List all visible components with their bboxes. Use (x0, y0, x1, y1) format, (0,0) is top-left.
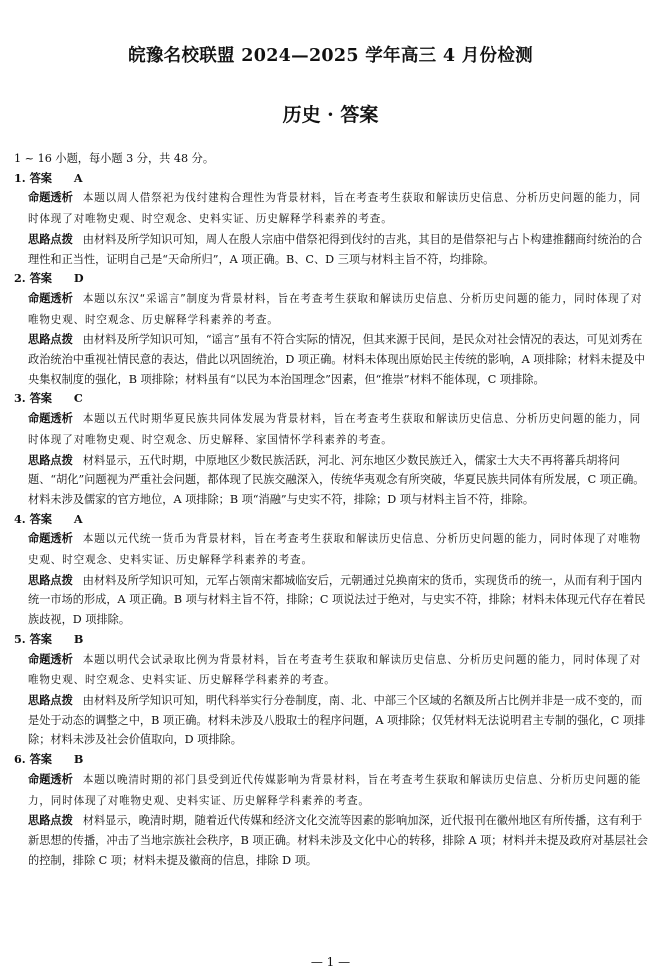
hint-text: 由材料及所学知识可知，元军占领南宋都城临安后，元朝通过兑换南宋的货币，实现货币的统一，从而有利于国内统一市场的形成，A 项正确。B 项与材料主旨不符，排除；C 项说法过于绝对，与史实不符，排除；材料未体现元代存在着民族歧视，D 项排除。 (28, 573, 646, 627)
question-header (14, 269, 650, 289)
answer-label: 答案 (29, 631, 52, 646)
hint-text: 材料显示，晚清时期，随着近代传媒和经济文化交流等因素的影响加深，近代报刊在徽州地区有所传播，这有利于新思想的传播，冲击了当地宗族社会秩序，B 项正确。材料未涉及文化中心的转移，排除 A 项；材料并未提及政府对基层社会的控制，排除 C 项；材料未提及徽商的信息，排除 D 项。 (28, 814, 648, 867)
question-hint (28, 811, 650, 870)
answer-letter: A (73, 511, 83, 526)
question-header (14, 169, 650, 189)
answer-letter: D (73, 271, 84, 286)
question-list (14, 169, 650, 871)
answer-label: 答案 (29, 511, 52, 526)
answer-content (14, 149, 650, 870)
question-item (14, 269, 650, 389)
hint-label: 思路点拨 (28, 813, 73, 828)
hint-text: 由材料及所学知识可知，明代科举实行分卷制度，南、北、中部三个区域的名额及所占比例并非是一成不变的，而是处于动态的调整之中，B 项正确。材料未涉及八股取士的程序问题，A 项排除；仅凭材料无法说明君主专制的强化，C 项排除；材料未涉及社会价值取向，D 项排除。 (28, 693, 646, 747)
analysis-text: 本题以晚清时期的祁门县受到近代传媒影响为背景材料，旨在考查考生获取和解读历史信息、分析历史问题的能力，同时体现了对唯物史观、史料实证、历史解释学科素养的考查。 (28, 773, 642, 807)
answer-label: 答案 (29, 170, 52, 185)
question-item (14, 510, 650, 630)
question-header (14, 750, 650, 770)
hint-label: 思路点拨 (28, 231, 73, 246)
answer-letter: B (73, 631, 84, 646)
analysis-text: 本题以元代统一货币为背景材料，旨在考查考生获取和解读历史信息、分析历史问题的能力，同时体现了对唯物史观、时空观念、史料实证、历史解释学科素养的考查。 (28, 533, 642, 567)
section-intro: 1 ~ 16 小题，每小题 3 分，共 48 分。 (14, 152, 215, 165)
question-item (14, 750, 650, 870)
question-header (14, 389, 650, 409)
answer-label: 答案 (29, 752, 52, 767)
question-number: 1. (14, 170, 26, 185)
analysis-text: 本题以五代时期华夏民族共同体发展为背景材料，旨在考查考生获取和解读历史信息、分析历史问题的能力，同时体现了对唯物史观、时空观念、历史解释、家国情怀学科素养的考查。 (28, 413, 642, 446)
question-hint (28, 571, 650, 630)
question-analysis (28, 188, 650, 229)
hint-label: 思路点拨 (28, 572, 73, 587)
question-analysis (28, 650, 650, 691)
question-number: 2. (14, 271, 26, 286)
hint-text: 材料显示，五代时期，中原地区少数民族活跃，河北、河东地区少数民族迁入，儒家士大夫不再将蕃兵胡将问题、“胡化”问题视为严重社会问题，都体现了民族交融深入，传统华夷观念有所突破，华夏民族共同体有所发展，C 项正确。材料未涉及儒家的官方地位，A 项排除；B 项“消融”与史实不符，排除；D 项与材料主旨不符，排除。 (28, 453, 645, 506)
question-analysis (28, 770, 650, 811)
question-hint (28, 330, 650, 389)
answer-label: 答案 (29, 271, 52, 286)
hint-label: 思路点拨 (28, 692, 73, 707)
answer-letter: B (73, 752, 84, 767)
question-number: 5. (14, 631, 26, 646)
analysis-label: 命题透析 (28, 290, 73, 305)
document-title: 皖豫名校联盟 2024—2025 学年高三 4 月份检测 (128, 46, 533, 66)
analysis-label: 命题透析 (28, 531, 73, 546)
analysis-label: 命题透析 (28, 771, 73, 786)
question-item (14, 169, 650, 270)
hint-text: 由材料及所学知识可知，周人在殷人宗庙中借祭祀得到伐纣的吉兆，其目的是借祭祀与占卜构建推翻商纣统治的合理性和正当性，证明自己是“天命所归”，A 项正确。B、C、D 三项与材料主旨不符，均排除。 (28, 232, 643, 266)
answer-letter: A (73, 170, 83, 185)
question-item (14, 630, 650, 750)
answer-letter: C (73, 391, 83, 406)
question-analysis (28, 529, 650, 570)
page-number: — 1 — (310, 955, 351, 969)
question-number: 4. (14, 511, 26, 526)
analysis-label: 命题透析 (28, 190, 73, 205)
document-subtitle: 历史 · 答案 (282, 104, 379, 126)
question-hint (28, 451, 650, 510)
question-header (14, 630, 650, 650)
hint-text: 由材料及所学知识可知，“谣言”虽有不符合实际的情况，但其来源于民间，是民众对社会情况的表达，可见刘秀在政治统治中重视社情民意的表达，借此以巩固统治，D 项正确。材料未体现出原始民主传统的影响，A 项排除；材料未提及中央集权制度的强化，B 项排除；材料虽有“以民为本治国理念”因素，但“推崇”材料不能体现，C 项排除。 (28, 333, 646, 386)
analysis-text: 本题以明代会试录取比例为背景材料，旨在考查考生获取和解读历史信息、分析历史问题的能力，同时体现了对唯物史观、时空观念、史料实证、历史解释学科素养的考查。 (28, 653, 642, 687)
analysis-text: 本题以东汉“采谣言”制度为背景材料，旨在考查考生获取和解读历史信息、分析历史问题的能力，同时体现了对唯物史观、时空观念、历史解释学科素养的考查。 (28, 292, 643, 326)
hint-label: 思路点拨 (28, 452, 73, 467)
question-number: 3. (14, 391, 26, 406)
analysis-text: 本题以周人借祭祀为伐纣建构合理性为背景材料，旨在考查考生获取和解读历史信息、分析历史问题的能力，同时体现了对唯物史观、时空观念、史料实证、历史解释学科素养的考查。 (28, 192, 642, 226)
hint-label: 思路点拨 (28, 332, 73, 347)
analysis-label: 命题透析 (28, 651, 73, 666)
question-hint (28, 230, 650, 269)
analysis-label: 命题透析 (28, 411, 73, 426)
question-hint (28, 691, 650, 750)
question-analysis (28, 409, 650, 450)
question-header (14, 510, 650, 530)
question-item (14, 389, 650, 509)
answer-label: 答案 (29, 391, 52, 406)
question-number: 6. (14, 752, 26, 767)
question-analysis (28, 289, 650, 330)
